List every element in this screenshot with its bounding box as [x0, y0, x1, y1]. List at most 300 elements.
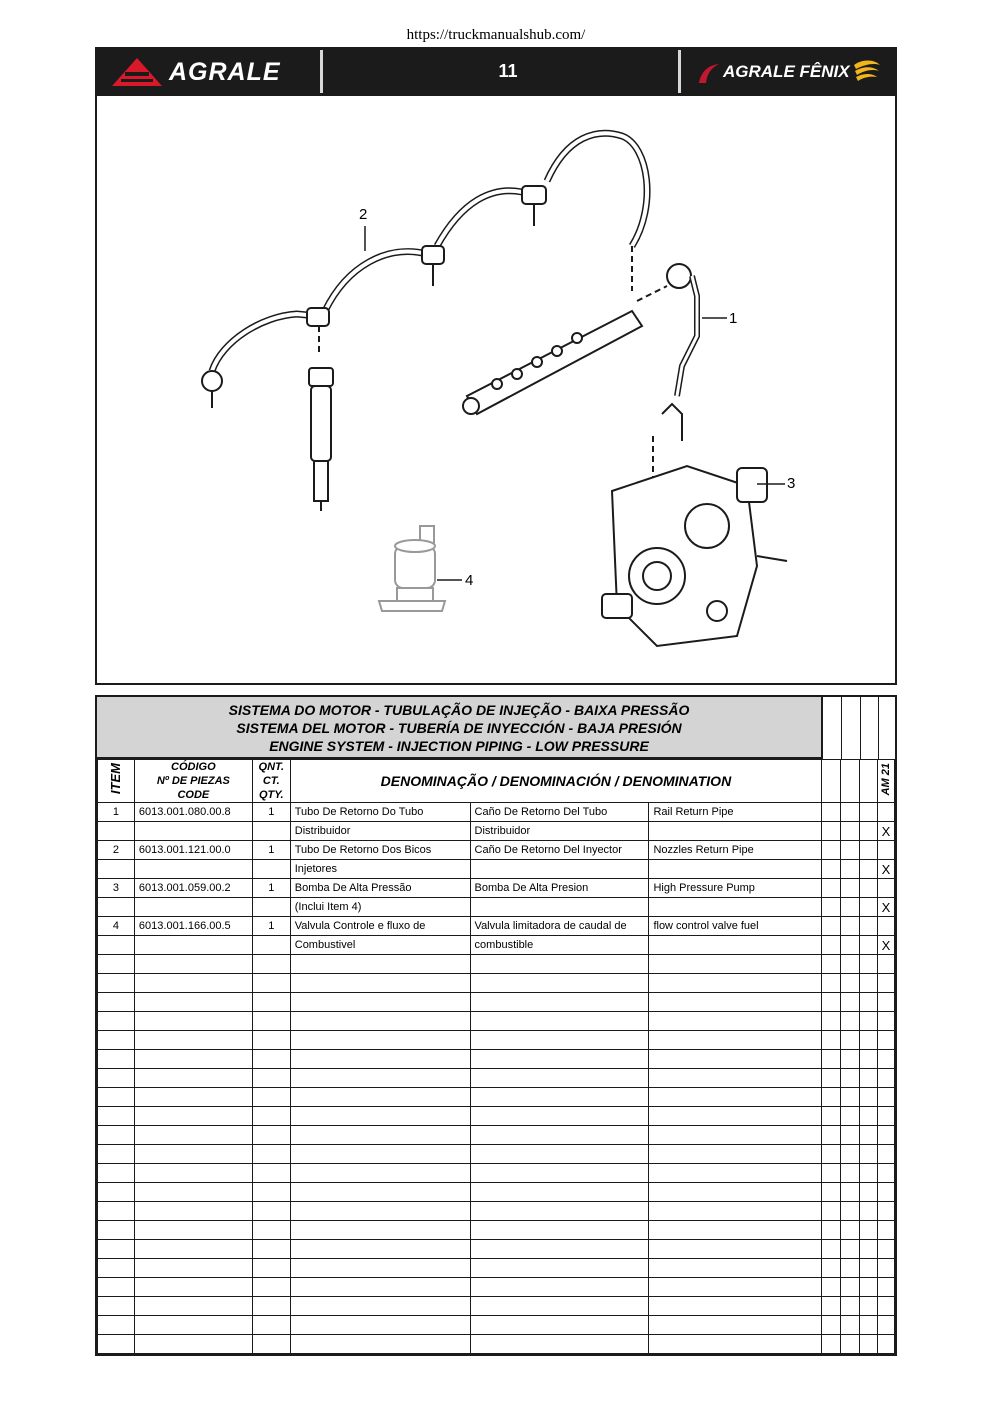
model-blank-cell	[859, 1240, 877, 1259]
parts-illustration	[95, 96, 897, 685]
qty-cell	[252, 1335, 290, 1354]
model-blank-cell	[841, 1012, 860, 1031]
fenix-wing-icon	[852, 57, 882, 87]
callout-3: 3	[787, 475, 796, 492]
empty-row	[98, 1164, 895, 1183]
model-mark-cell	[877, 974, 894, 993]
qty-cell: 1	[252, 841, 290, 860]
model-blank-cell	[859, 1126, 877, 1145]
en-cell	[649, 955, 822, 974]
model-blank-cell	[841, 1221, 860, 1240]
code-cell	[134, 1145, 252, 1164]
item-cell	[98, 1126, 135, 1145]
pt-cell	[290, 1050, 470, 1069]
empty-row	[98, 1335, 895, 1354]
en-cell	[649, 860, 822, 879]
qty-cell	[252, 1202, 290, 1221]
qty-cell	[252, 898, 290, 917]
pt-cell	[290, 1259, 470, 1278]
es-cell	[470, 1316, 649, 1335]
model-blank-cell	[841, 955, 860, 974]
en-cell	[649, 1316, 822, 1335]
col-qty-header: QNT. CT. QTY.	[252, 760, 290, 803]
model-blank-cell	[841, 993, 860, 1012]
en-cell	[649, 1012, 822, 1031]
es-cell	[470, 974, 649, 993]
item-cell	[98, 1164, 135, 1183]
parts-row	[98, 822, 895, 841]
model-blank-cell	[859, 1088, 877, 1107]
model-blank-cell	[859, 1221, 877, 1240]
en-cell	[649, 1145, 822, 1164]
model-blank-cell	[859, 974, 877, 993]
model-col-blank	[841, 697, 860, 759]
qty-cell	[252, 822, 290, 841]
model-blank-cell	[822, 860, 841, 879]
qty-cell	[252, 1221, 290, 1240]
model-blank-cell	[822, 1183, 841, 1202]
empty-row	[98, 1278, 895, 1297]
model-mark-cell	[877, 955, 894, 974]
en-cell	[649, 1107, 822, 1126]
model-mark-cell: X	[877, 860, 894, 879]
empty-row	[98, 1297, 895, 1316]
model-blank-cell	[822, 1031, 841, 1050]
en-cell	[649, 1126, 822, 1145]
pt-cell	[290, 993, 470, 1012]
header-row	[98, 760, 895, 803]
code-cell	[134, 1031, 252, 1050]
es-cell	[470, 1164, 649, 1183]
code-cell: 6013.001.080.00.8	[134, 803, 252, 822]
code-cell	[134, 1297, 252, 1316]
col-code-header: CÓDIGO Nº DE PIEZAS CODE	[134, 760, 252, 803]
pt-cell	[290, 1031, 470, 1050]
model-blank-cell	[822, 898, 841, 917]
model-mark-cell	[877, 1316, 894, 1335]
es-cell	[470, 1278, 649, 1297]
code-cell	[134, 1107, 252, 1126]
item-cell	[98, 1316, 135, 1335]
en-cell	[649, 1031, 822, 1050]
empty-row	[98, 1107, 895, 1126]
item-cell	[98, 1202, 135, 1221]
qty-cell	[252, 1164, 290, 1183]
model-blank-cell	[841, 1031, 860, 1050]
qty-cell	[252, 936, 290, 955]
model-blank-cell	[822, 1297, 841, 1316]
en-cell	[649, 1069, 822, 1088]
pt-cell	[290, 1202, 470, 1221]
pt-cell: (Inclui Item 4)	[290, 898, 470, 917]
pt-cell	[290, 1297, 470, 1316]
pt-cell	[290, 1335, 470, 1354]
parts-grid	[97, 759, 895, 1354]
model-col-blank	[822, 697, 841, 759]
en-cell	[649, 1183, 822, 1202]
agrale-fenix-logo	[697, 55, 882, 89]
code-cell	[134, 1069, 252, 1088]
es-cell	[470, 1145, 649, 1164]
code-cell	[134, 955, 252, 974]
model-blank-cell	[841, 803, 860, 822]
model-blank-cell	[859, 1278, 877, 1297]
qty-cell	[252, 1240, 290, 1259]
empty-row	[98, 955, 895, 974]
model-mark-cell: X	[877, 936, 894, 955]
code-cell	[134, 1202, 252, 1221]
model-mark-cell	[877, 1183, 894, 1202]
es-cell: Valvula limitadora de caudal de	[470, 917, 649, 936]
model-blank-cell	[822, 1164, 841, 1183]
model-mark-cell: X	[877, 822, 894, 841]
callout-2: 2	[359, 206, 368, 223]
model-blank-cell	[859, 898, 877, 917]
qty-cell	[252, 1069, 290, 1088]
es-cell	[470, 1183, 649, 1202]
model-mark-cell	[877, 993, 894, 1012]
model-blank-cell	[822, 1240, 841, 1259]
page-header	[95, 47, 897, 96]
empty-row	[98, 993, 895, 1012]
code-cell	[134, 1183, 252, 1202]
model-blank-cell	[822, 1050, 841, 1069]
model-blank-cell	[841, 1088, 860, 1107]
code-cell	[134, 1164, 252, 1183]
model-blank-cell	[822, 1259, 841, 1278]
qty-cell	[252, 860, 290, 879]
model-blank-cell	[822, 1088, 841, 1107]
parts-row	[98, 841, 895, 860]
es-cell	[470, 1031, 649, 1050]
pt-cell: Combustivel	[290, 936, 470, 955]
title-line-es: SISTEMA DEL MOTOR - TUBERÍA DE INYECCIÓN - BAJA PRESIÓN	[236, 720, 682, 736]
item-cell	[98, 1259, 135, 1278]
code-cell	[134, 1240, 252, 1259]
model-blank-cell	[859, 917, 877, 936]
empty-row	[98, 1202, 895, 1221]
col-model-header: AM 21	[877, 760, 894, 803]
item-cell	[98, 1278, 135, 1297]
model-blank-cell	[841, 1335, 860, 1354]
empty-row	[98, 1145, 895, 1164]
empty-row	[98, 1069, 895, 1088]
code-cell	[134, 898, 252, 917]
item-cell	[98, 1050, 135, 1069]
model-blank-cell	[822, 993, 841, 1012]
es-cell	[470, 1221, 649, 1240]
model-mark-cell	[877, 1012, 894, 1031]
model-blank-cell	[822, 1316, 841, 1335]
model-blank-cell	[822, 955, 841, 974]
en-cell	[649, 822, 822, 841]
model-blank-cell	[859, 1050, 877, 1069]
es-cell	[470, 1050, 649, 1069]
model-blank-cell	[841, 936, 860, 955]
model-blank-cell	[841, 1259, 860, 1278]
en-cell	[649, 1259, 822, 1278]
en-cell	[649, 1164, 822, 1183]
model-blank-cell	[841, 1297, 860, 1316]
model-blank-cell	[859, 841, 877, 860]
model-mark-cell	[877, 1126, 894, 1145]
es-cell: Caño De Retorno Del Inyector	[470, 841, 649, 860]
pt-cell	[290, 974, 470, 993]
empty-row	[98, 1050, 895, 1069]
code-cell	[134, 936, 252, 955]
code-cell	[134, 1221, 252, 1240]
pt-cell	[290, 1088, 470, 1107]
model-mark-cell	[877, 1240, 894, 1259]
model-blank-cell	[822, 822, 841, 841]
en-cell	[649, 993, 822, 1012]
es-cell	[470, 1107, 649, 1126]
qty-cell: 1	[252, 879, 290, 898]
qty-cell	[252, 993, 290, 1012]
col-denomination-header: DENOMINAÇÃO / DENOMINACIÓN / DENOMINATION	[290, 760, 821, 803]
qty-cell: 1	[252, 803, 290, 822]
model-blank-cell	[859, 1107, 877, 1126]
page-number: 11	[498, 61, 518, 81]
parts-list-title	[97, 697, 822, 759]
qty-cell	[252, 974, 290, 993]
es-cell: combustible	[470, 936, 649, 955]
col-item-header: ITEM	[98, 760, 135, 803]
model-mark-cell	[877, 1107, 894, 1126]
empty-row	[98, 974, 895, 993]
item-cell	[98, 993, 135, 1012]
en-cell	[649, 1221, 822, 1240]
model-blank-cell	[859, 1316, 877, 1335]
model-blank-cell	[822, 879, 841, 898]
code-cell	[134, 974, 252, 993]
pt-cell: Injetores	[290, 860, 470, 879]
qty-cell	[252, 1145, 290, 1164]
qty-cell	[252, 1183, 290, 1202]
code-cell	[134, 1088, 252, 1107]
item-cell: 3	[98, 879, 135, 898]
model-blank-cell	[822, 1126, 841, 1145]
code-cell	[134, 1012, 252, 1031]
parts-row	[98, 803, 895, 822]
model-blank-cell	[841, 1050, 860, 1069]
code-cell	[134, 1316, 252, 1335]
model-mark-cell	[877, 1202, 894, 1221]
code-cell	[134, 822, 252, 841]
model-blank-cell	[859, 936, 877, 955]
title-line-pt: SISTEMA DO MOTOR - TUBULAÇÃO DE INJEÇÃO - BAIXA PRESSÃO	[228, 702, 690, 718]
model-blank-cell	[859, 1335, 877, 1354]
brand-left: AGRALE	[169, 57, 281, 86]
model-blank-cell	[859, 803, 877, 822]
item-cell	[98, 1183, 135, 1202]
model-blank-cell	[841, 1202, 860, 1221]
en-cell: Rail Return Pipe	[649, 803, 822, 822]
title-line-en: ENGINE SYSTEM - INJECTION PIPING - LOW PRESSURE	[269, 738, 649, 754]
model-blank-cell	[859, 993, 877, 1012]
callout-1: 1	[729, 310, 738, 327]
empty-row	[98, 1183, 895, 1202]
parts-list-table	[95, 695, 897, 1356]
item-cell: 2	[98, 841, 135, 860]
model-blank-cell	[841, 1278, 860, 1297]
empty-row	[98, 1316, 895, 1335]
model-blank-cell	[859, 1202, 877, 1221]
model-blank-cell	[822, 974, 841, 993]
code-cell	[134, 1278, 252, 1297]
item-cell	[98, 1012, 135, 1031]
en-cell	[649, 1278, 822, 1297]
model-blank-cell	[822, 936, 841, 955]
pt-cell	[290, 1221, 470, 1240]
parts-row	[98, 898, 895, 917]
pt-cell	[290, 1164, 470, 1183]
en-cell: flow control valve fuel	[649, 917, 822, 936]
en-cell	[649, 1088, 822, 1107]
pt-cell: Tubo De Retorno Dos Bicos	[290, 841, 470, 860]
model-blank-cell	[859, 1297, 877, 1316]
qty-cell: 1	[252, 917, 290, 936]
en-cell	[649, 974, 822, 993]
pt-cell	[290, 1069, 470, 1088]
es-cell	[470, 1012, 649, 1031]
model-blank-cell	[859, 879, 877, 898]
en-cell	[649, 1335, 822, 1354]
code-cell: 6013.001.121.00.0	[134, 841, 252, 860]
model-mark-cell	[877, 841, 894, 860]
model-blank-cell	[859, 1012, 877, 1031]
item-cell	[98, 1221, 135, 1240]
item-cell	[98, 822, 135, 841]
empty-row	[98, 1012, 895, 1031]
empty-row	[98, 1221, 895, 1240]
model-blank-cell	[822, 1335, 841, 1354]
model-blank-cell	[841, 841, 860, 860]
brand-right: AGRALE FÊNIX	[723, 62, 850, 81]
en-cell	[649, 936, 822, 955]
pt-cell: Valvula Controle e fluxo de	[290, 917, 470, 936]
model-mark-cell	[877, 1050, 894, 1069]
model-mark-cell	[877, 1069, 894, 1088]
code-cell	[134, 1126, 252, 1145]
item-cell	[98, 1088, 135, 1107]
model-blank-cell	[841, 1164, 860, 1183]
model-blank-cell	[859, 860, 877, 879]
model-blank-cell	[859, 1145, 877, 1164]
empty-row	[98, 1126, 895, 1145]
header-divider	[678, 50, 681, 93]
model-blank-cell	[822, 1107, 841, 1126]
es-cell	[470, 898, 649, 917]
model-blank-cell	[859, 1259, 877, 1278]
model-blank-cell	[859, 1164, 877, 1183]
model-blank-cell	[841, 1145, 860, 1164]
pt-cell	[290, 1316, 470, 1335]
es-cell	[470, 1297, 649, 1316]
model-blank-cell	[859, 1183, 877, 1202]
model-mark-cell	[877, 1221, 894, 1240]
item-cell	[98, 1107, 135, 1126]
es-cell	[470, 1259, 649, 1278]
qty-cell	[252, 1126, 290, 1145]
pt-cell: Distribuidor	[290, 822, 470, 841]
qty-cell	[252, 1031, 290, 1050]
item-cell: 4	[98, 917, 135, 936]
empty-row	[98, 1240, 895, 1259]
parts-row	[98, 860, 895, 879]
pt-cell: Tubo De Retorno Do Tubo	[290, 803, 470, 822]
code-cell	[134, 1050, 252, 1069]
es-cell	[470, 1069, 649, 1088]
model-blank-cell	[822, 917, 841, 936]
empty-row	[98, 1031, 895, 1050]
item-cell	[98, 1069, 135, 1088]
item-cell	[98, 936, 135, 955]
code-cell: 6013.001.166.00.5	[134, 917, 252, 936]
model-blank-cell	[841, 860, 860, 879]
qty-cell	[252, 1107, 290, 1126]
code-cell: 6013.001.059.00.2	[134, 879, 252, 898]
parts-row	[98, 917, 895, 936]
fenix-swoosh-icon	[697, 59, 721, 85]
en-cell	[649, 1240, 822, 1259]
model-mark-cell	[877, 1278, 894, 1297]
parts-row	[98, 936, 895, 955]
qty-cell	[252, 1297, 290, 1316]
model-col-blank	[860, 697, 878, 759]
model-mark-cell	[877, 1259, 894, 1278]
parts-row	[98, 879, 895, 898]
qty-cell	[252, 955, 290, 974]
item-cell	[98, 1031, 135, 1050]
es-cell	[470, 955, 649, 974]
en-cell	[649, 898, 822, 917]
es-cell	[470, 1126, 649, 1145]
en-cell: Nozzles Return Pipe	[649, 841, 822, 860]
item-cell	[98, 860, 135, 879]
model-blank-cell	[841, 1126, 860, 1145]
source-url[interactable]: https://truckmanualshub.com/	[406, 27, 586, 43]
qty-cell	[252, 1259, 290, 1278]
qty-cell	[252, 1278, 290, 1297]
qty-cell	[252, 1012, 290, 1031]
pt-cell	[290, 1278, 470, 1297]
model-blank-cell	[822, 1278, 841, 1297]
model-blank-cell	[841, 898, 860, 917]
item-cell	[98, 974, 135, 993]
model-mark-cell	[877, 1297, 894, 1316]
es-cell: Distribuidor	[470, 822, 649, 841]
item-cell: 1	[98, 803, 135, 822]
es-cell	[470, 1335, 649, 1354]
model-blank-cell	[859, 1031, 877, 1050]
model-blank-cell	[822, 1202, 841, 1221]
model-blank-cell	[822, 1012, 841, 1031]
model-mark-cell: X	[877, 898, 894, 917]
model-blank-cell	[822, 841, 841, 860]
model-col-blank	[878, 697, 895, 759]
pt-cell	[290, 1240, 470, 1259]
item-cell	[98, 1297, 135, 1316]
pt-cell	[290, 1145, 470, 1164]
es-cell: Bomba De Alta Presion	[470, 879, 649, 898]
model-blank-cell	[841, 1240, 860, 1259]
es-cell	[470, 860, 649, 879]
model-blank-cell	[841, 879, 860, 898]
pt-cell	[290, 1126, 470, 1145]
model-blank-cell	[841, 974, 860, 993]
qty-cell	[252, 1088, 290, 1107]
